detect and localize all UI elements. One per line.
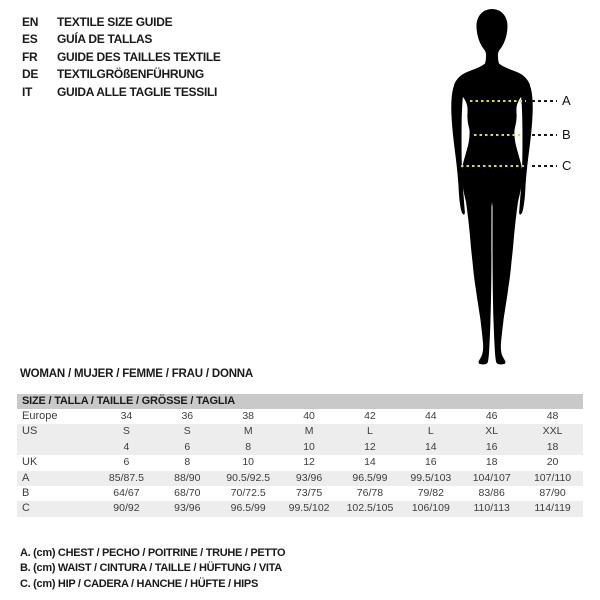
language-row [22,14,221,31]
size-cell: 64/67 [113,486,140,499]
legend-line: B. (cm) WAIST / CINTURA / TAILLE / HÜFTUNG / VITA [20,562,282,575]
size-cell: 6 [123,456,130,469]
table-row [17,486,583,501]
size-cell: 90.5/92.5 [226,471,271,484]
size-cell: 70/72.5 [230,486,266,499]
hip-marker-label: C [562,158,572,173]
size-cell: 16 [485,440,498,453]
size-cell: 42 [364,410,376,422]
language-label: GUIDA ALLE TAGLIE TESSILI [57,84,218,99]
language-code: ES [22,32,38,47]
legend-line: A. (cm) CHEST / PECHO / POITRINE / TRUHE / PETTO [20,547,286,559]
chest-leader-line [532,100,557,102]
size-cell: 96.5/99 [230,502,266,515]
language-code: DE [22,67,39,82]
size-cell: 110/113 [473,502,510,515]
size-cell: 46 [485,410,498,422]
legend-line: C. (cm) HIP / CADERA / HANCHE / HÜFTE / HIPS [20,577,258,590]
size-cell: 96.5/99 [352,471,388,484]
size-cell: 102.5/105 [346,502,394,515]
table-row [17,409,583,424]
table-row [17,501,583,516]
size-cell: L [427,425,434,438]
size-cell: 12 [303,456,315,469]
size-cell: 18 [546,440,559,453]
size-cell: 114/119 [534,502,571,515]
size-cell: S [183,425,191,438]
row-label: US [22,425,38,438]
size-cell: 20 [546,456,559,469]
row-label: UK [22,456,38,469]
size-cell: 44 [424,410,437,422]
row-label: Europe [22,410,58,422]
language-label: TEXTILGRÖßENFÜHRUNG [57,67,204,82]
language-row [22,84,221,101]
size-cell: L [367,425,373,438]
size-cell: 36 [181,410,194,422]
size-table-header: SIZE / TALLA / TAILLE / GRÖSSE / TAGLIA [17,394,583,409]
size-cell: 93/96 [174,502,201,515]
size-cell: 107/110 [533,471,572,484]
chest-dotted-line [470,100,526,102]
language-code: EN [22,15,39,29]
table-row [17,471,583,486]
table-row [17,424,583,439]
language-label: TEXTILE SIZE GUIDE [57,15,173,29]
size-cell: 83/86 [478,486,505,499]
woman-silhouette [442,6,542,366]
size-cell: XL [485,425,499,438]
size-cell: 88/90 [174,471,201,484]
row-label: C [22,502,30,515]
language-list [22,14,221,101]
size-cell: 104/107 [472,471,511,484]
table-row [17,455,583,470]
language-row [22,31,221,48]
hip-dotted-line [461,165,528,167]
size-cell: 34 [120,410,133,422]
size-cell: 76/78 [356,486,384,499]
size-cell: 85/87.5 [108,471,144,484]
size-cell: 16 [424,456,437,469]
size-cell: 6 [184,440,191,453]
size-cell: 48 [546,410,559,422]
language-code: IT [22,84,33,99]
row-label: B [22,486,30,499]
size-cell: 40 [303,410,315,422]
waist-marker-label: B [562,127,571,142]
group-title: WOMAN / MUJER / FEMME / FRAU / DONNA [20,368,254,380]
size-cell: 68/70 [174,486,201,499]
size-cell: 14 [364,456,376,469]
size-cell: 8 [245,440,252,453]
language-label: GUÍA DE TALLAS [57,32,153,47]
chest-marker-label: A [562,93,571,108]
size-cell: M [304,425,314,438]
size-cell: M [243,425,253,438]
figure-box [442,6,542,366]
size-cell: 14 [424,440,437,453]
size-cell: 90/92 [113,502,140,515]
table-row [17,440,583,455]
waist-leader-line [532,134,557,136]
size-cell: 99.5/103 [410,471,452,484]
language-code: FR [22,49,38,64]
legend [20,546,285,592]
language-row [22,49,221,66]
size-cell: 4 [123,440,130,453]
size-cell: S [122,425,130,438]
size-cell: 106/109 [411,502,450,515]
size-cell: 87/90 [539,486,566,499]
hip-leader-line [532,165,557,167]
size-cell: 10 [303,440,315,453]
size-table-body [17,409,583,517]
size-cell: 12 [364,440,376,453]
size-cell: 79/82 [417,486,444,499]
size-cell: 99.5/102 [288,502,330,515]
size-cell: XXL [542,425,563,438]
size-cell: 38 [242,410,255,422]
size-table [17,394,583,517]
row-label: A [22,471,30,484]
waist-dotted-line [474,134,520,136]
size-cell: 8 [184,456,191,469]
language-label: GUIDE DES TAILLES TEXTILE [57,49,221,64]
size-cell: 73/75 [295,486,323,499]
language-row [22,66,221,83]
size-cell: 10 [242,456,255,469]
size-cell: 93/96 [295,471,323,484]
row-label [17,440,96,455]
silhouette-body [454,9,530,364]
size-cell: 18 [485,456,498,469]
